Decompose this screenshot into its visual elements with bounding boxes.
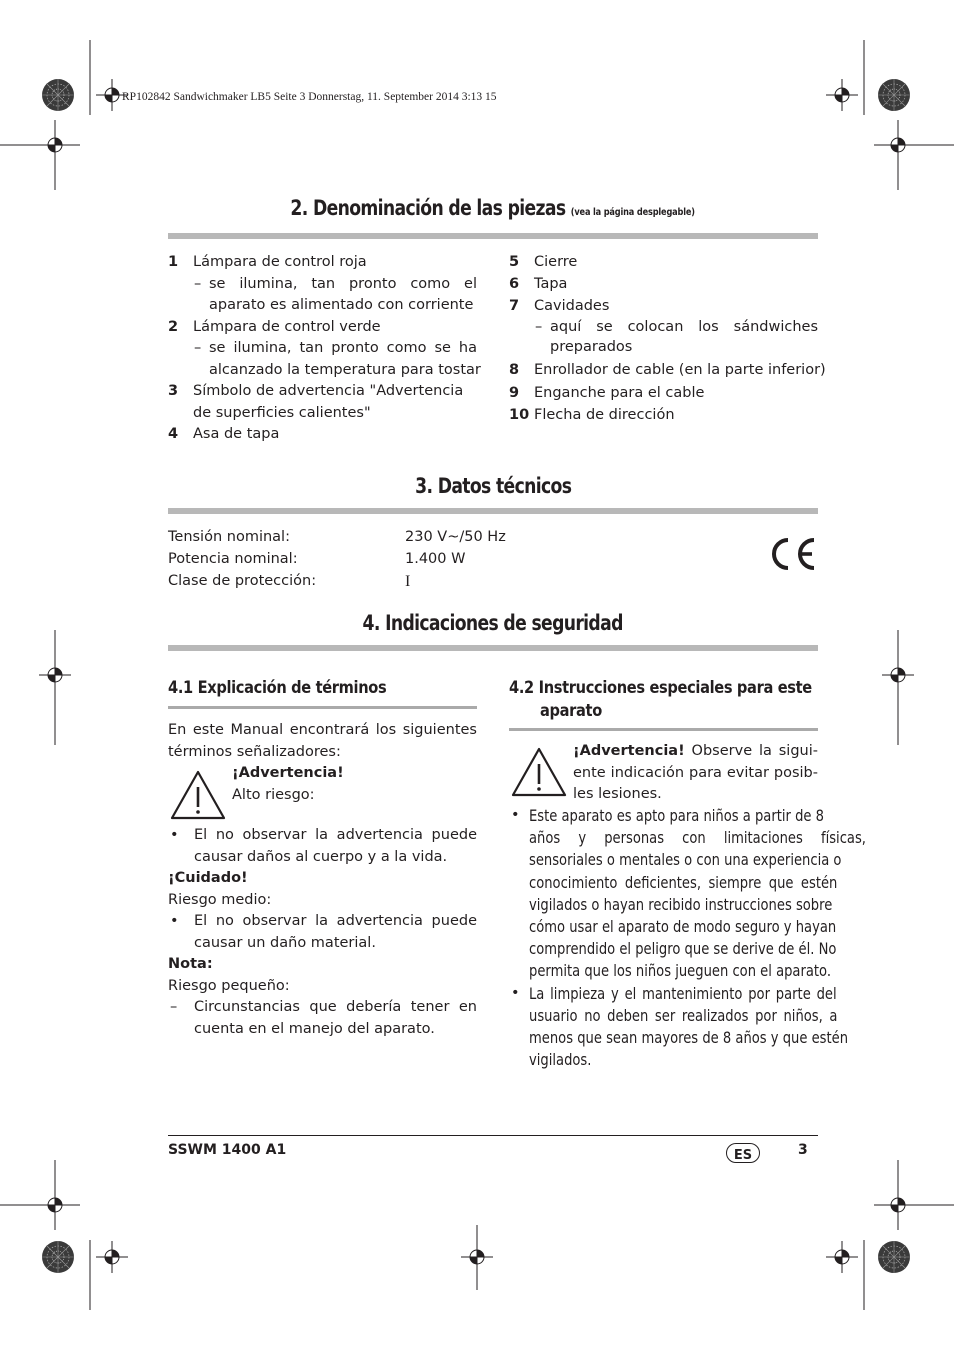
ce-mark-icon (768, 537, 818, 571)
section3-rule (168, 508, 818, 514)
section3-heading (168, 474, 818, 498)
table-row: Potencia nominal: 1.400 W (168, 551, 466, 567)
tech-data-table (168, 527, 618, 593)
subsection-4-2-title-line2: aparato (540, 701, 602, 721)
list-item: 2 Lámpara de control verde (168, 318, 381, 335)
list-item-sub: – aquí se colocan los sándwiches preparados (535, 319, 818, 355)
list-item: 1 Lámpara de control roja (168, 254, 367, 270)
list-item: 7 Cavidades (509, 298, 610, 314)
list-item: 9 Enganche para el cable (509, 385, 705, 401)
warning-triangle-icon (169, 769, 227, 821)
list-item: • Este aparato es apto para niños a partir de 8 años y personas con limitaciones físicas, sensoriales o mentales o con una experiencia o conocimiento deficientes, siempre que estén vigilados o hayan recibido instrucciones sobre cómo usar el aparato de modo seguro y hayan comprendido el peligro que se derive de él. No permita que los niños jueguen con el aparato. (511, 806, 866, 981)
special-instructions-list (509, 805, 866, 1073)
special-warning-box: ¡Advertencia! Observe la sigui- ente indicación para evitar posib- les lesiones. (509, 741, 818, 807)
terms-block: En este Manual encontrará los siguientes términos señalizadores: ¡Advertencia! Alto riesgo: • El no observar la advertencia puede causar daños al cuerpo y a la vida. ¡Cuidado! Riesgo medio: • El no observar la advertencia puede causar un daño material. Nota: Riesgo pequeño: – Circunstancias que debería tener en cuenta en el manejo del aparato. (168, 722, 477, 1037)
print-header: RP102842 Sandwichmaker LB5 Seite 3 Donnerstag, 11. September 2014 3:13 15 (122, 91, 497, 103)
list-item-sub: – se ilumina, tan pronto como se ha alcanzado la temperatura para tostar (194, 340, 481, 378)
list-item-sub: – se ilumina, tan pronto como el aparato es alimentado con corriente (194, 275, 477, 313)
subsection-4-1-title: 4.1 Explicación de términos (168, 678, 387, 698)
section4-rule (168, 645, 818, 651)
list-item: 3 Símbolo de advertencia "Advertencia de superficies calientes" (168, 383, 464, 421)
subsection-4-1-rule (168, 706, 477, 709)
section3-title: 3. Datos técnicos (414, 474, 572, 498)
language-badge (726, 1143, 760, 1163)
table-row: Clase de protección: I (168, 573, 411, 590)
subsection-4-2-title-line1: 4.2 Instrucciones especiales para este (509, 678, 812, 698)
section4-title: 4. Indicaciones de seguridad (362, 611, 624, 635)
section2-title: 2. Denominación de las piezas (290, 196, 566, 220)
parts-list-left (168, 252, 481, 446)
list-item: 6 Tapa (509, 276, 568, 292)
section2-rule (168, 233, 818, 239)
section2-heading (168, 196, 818, 220)
section2-note: (vea la página desplegable) (571, 207, 696, 218)
parts-list-right (509, 252, 826, 427)
language-code: ES (733, 1148, 753, 1163)
warning-triangle-icon (510, 746, 568, 798)
list-item: • La limpieza y el mantenimiento por parte del usuario no deben ser realizados por niños, a menos que sean mayores de 8 años y que estén vigilados. (511, 983, 849, 1070)
subsection-4-2-rule (509, 728, 818, 731)
list-item: 5 Cierre (509, 254, 578, 270)
list-item: 4 Asa de tapa (168, 426, 280, 442)
list-item: 10 Flecha de dirección (509, 407, 675, 423)
footer-model: SSWM 1400 A1 (168, 1142, 287, 1158)
footer-rule (168, 1135, 818, 1136)
section4-heading (168, 611, 818, 635)
table-row: Tensión nominal: 230 V~/50 Hz (168, 529, 506, 545)
list-item: 8 Enrollador de cable (en la parte inferior) (509, 362, 826, 378)
page-number: 3 (798, 1142, 808, 1158)
